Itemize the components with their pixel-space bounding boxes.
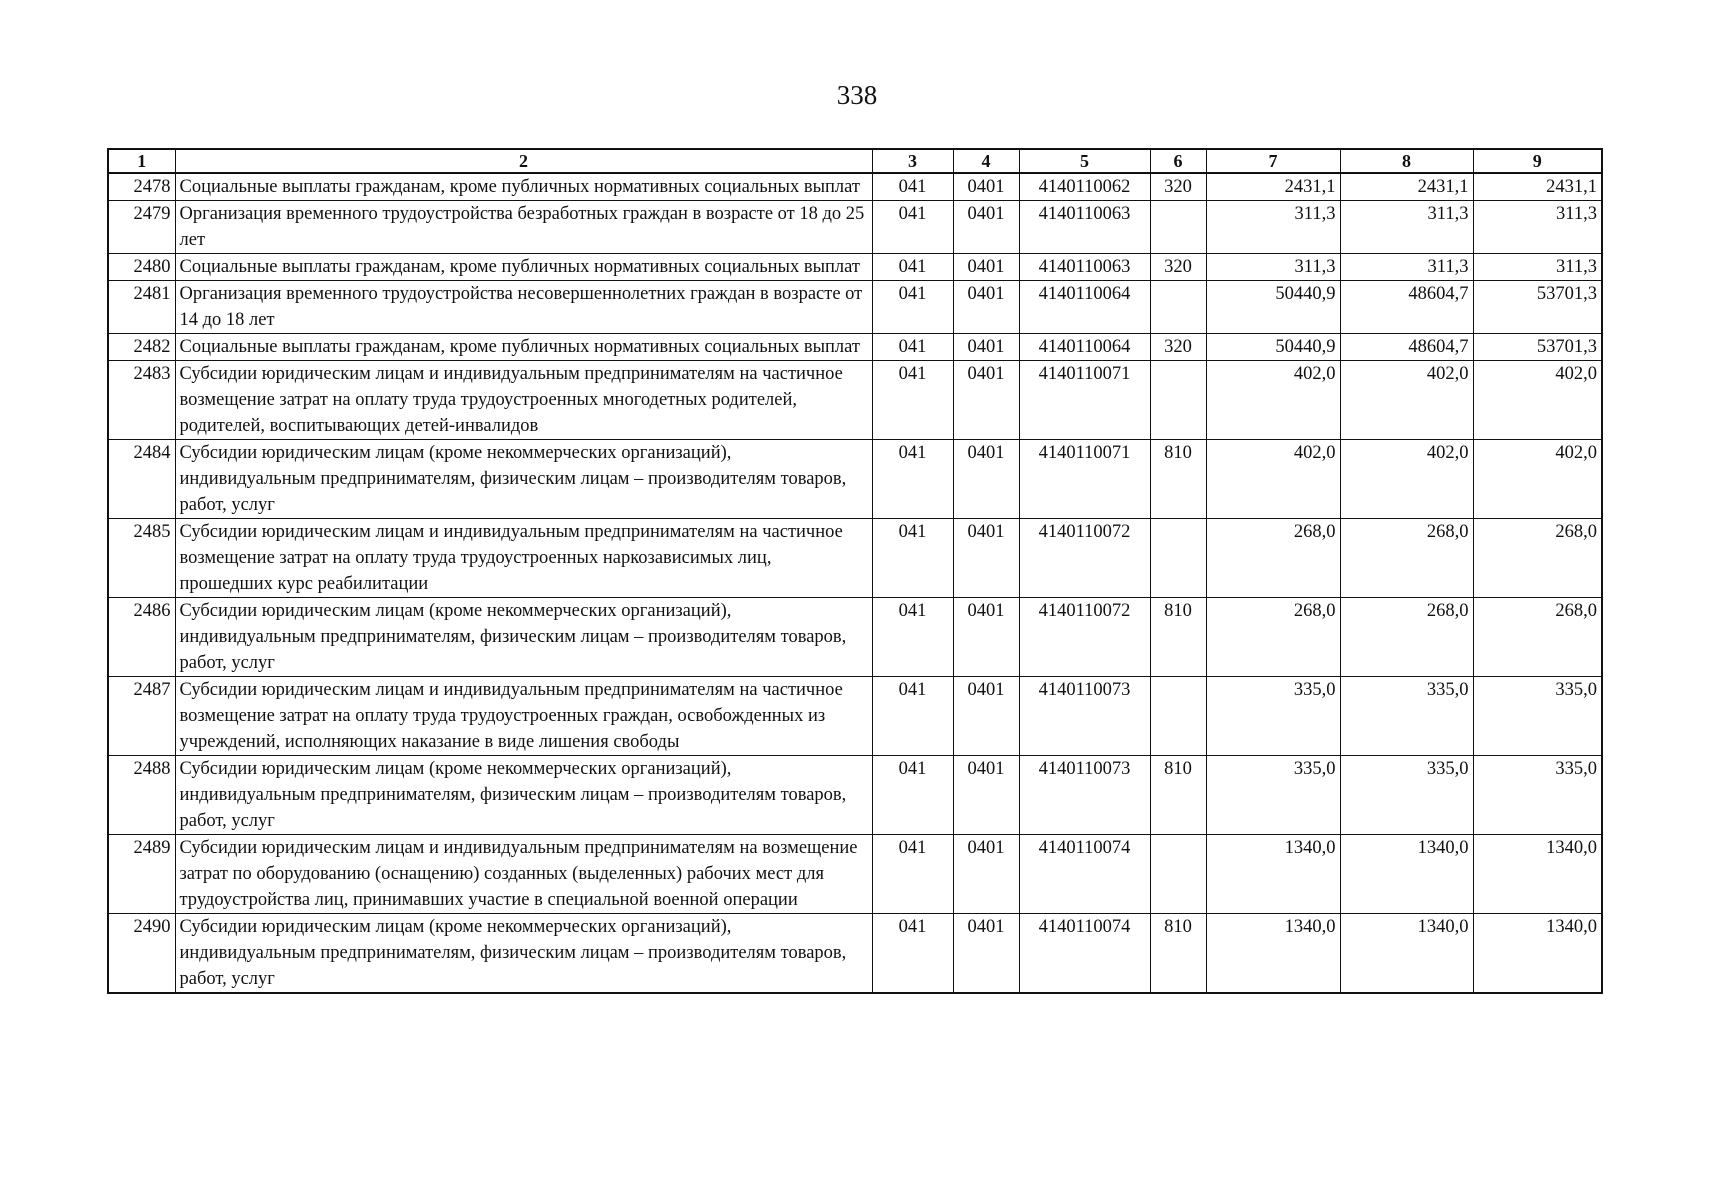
column-header: 8 xyxy=(1340,149,1473,173)
expense-type-code: 810 xyxy=(1150,756,1206,835)
column-header: 6 xyxy=(1150,149,1206,173)
amount-col-8: 48604,7 xyxy=(1340,334,1473,361)
column-header: 7 xyxy=(1206,149,1340,173)
amount-col-8: 402,0 xyxy=(1340,361,1473,440)
section-code: 0401 xyxy=(953,914,1019,994)
column-header: 1 xyxy=(108,149,175,173)
amount-col-7: 1340,0 xyxy=(1206,835,1340,914)
amount-col-9: 402,0 xyxy=(1473,440,1602,519)
ministry-code: 041 xyxy=(872,361,953,440)
row-number: 2485 xyxy=(108,519,175,598)
section-code: 0401 xyxy=(953,677,1019,756)
table-row xyxy=(108,201,1602,254)
row-number: 2487 xyxy=(108,677,175,756)
table-row xyxy=(108,254,1602,281)
expense-type-code: 320 xyxy=(1150,334,1206,361)
ministry-code: 041 xyxy=(872,334,953,361)
table-row xyxy=(108,334,1602,361)
amount-col-7: 268,0 xyxy=(1206,598,1340,677)
column-header: 4 xyxy=(953,149,1019,173)
amount-col-8: 311,3 xyxy=(1340,254,1473,281)
item-name: Субсидии юридическим лицам и индивидуальным предпринимателям на возмещение затрат по оборудованию (оснащению) созданных (выделенных) рабочих мест для трудоустройства лиц, принимавших участие в специальной военной операции xyxy=(175,835,872,914)
amount-col-8: 268,0 xyxy=(1340,598,1473,677)
ministry-code: 041 xyxy=(872,835,953,914)
amount-col-9: 311,3 xyxy=(1473,201,1602,254)
section-code: 0401 xyxy=(953,254,1019,281)
ministry-code: 041 xyxy=(872,201,953,254)
amount-col-9: 1340,0 xyxy=(1473,835,1602,914)
target-article-code: 4140110064 xyxy=(1019,281,1150,334)
section-code: 0401 xyxy=(953,440,1019,519)
expense-type-code xyxy=(1150,281,1206,334)
row-number: 2478 xyxy=(108,173,175,201)
table-row xyxy=(108,361,1602,440)
amount-col-7: 2431,1 xyxy=(1206,173,1340,201)
item-name: Организация временного трудоустройства несовершеннолетних граждан в возрасте от 14 до 18 лет xyxy=(175,281,872,334)
target-article-code: 4140110071 xyxy=(1019,440,1150,519)
table-row xyxy=(108,756,1602,835)
table-header-row xyxy=(108,149,1602,173)
section-code: 0401 xyxy=(953,281,1019,334)
table-row xyxy=(108,281,1602,334)
target-article-code: 4140110072 xyxy=(1019,519,1150,598)
amount-col-8: 1340,0 xyxy=(1340,914,1473,994)
column-header: 9 xyxy=(1473,149,1602,173)
ministry-code: 041 xyxy=(872,173,953,201)
column-header: 3 xyxy=(872,149,953,173)
row-number: 2490 xyxy=(108,914,175,994)
item-name: Субсидии юридическим лицам (кроме некоммерческих организаций), индивидуальным предпринимателям, физическим лицам – производителям товаров, работ, услуг xyxy=(175,756,872,835)
ministry-code: 041 xyxy=(872,598,953,677)
ministry-code: 041 xyxy=(872,254,953,281)
amount-col-7: 335,0 xyxy=(1206,756,1340,835)
target-article-code: 4140110064 xyxy=(1019,334,1150,361)
item-name: Социальные выплаты гражданам, кроме публичных нормативных социальных выплат xyxy=(175,334,872,361)
section-code: 0401 xyxy=(953,201,1019,254)
amount-col-8: 1340,0 xyxy=(1340,835,1473,914)
amount-col-9: 2431,1 xyxy=(1473,173,1602,201)
page-number: 338 xyxy=(836,80,878,110)
amount-col-8: 335,0 xyxy=(1340,756,1473,835)
budget-table xyxy=(107,148,1603,994)
amount-col-9: 53701,3 xyxy=(1473,281,1602,334)
item-name: Субсидии юридическим лицам и индивидуальным предпринимателям на частичное возмещение затрат на оплату труда трудоустроенных многодетных родителей, родителей, воспитывающих детей-инвалидов xyxy=(175,361,872,440)
section-code: 0401 xyxy=(953,173,1019,201)
expense-type-code: 810 xyxy=(1150,914,1206,994)
section-code: 0401 xyxy=(953,334,1019,361)
table-row xyxy=(108,677,1602,756)
amount-col-9: 268,0 xyxy=(1473,519,1602,598)
amount-col-9: 311,3 xyxy=(1473,254,1602,281)
row-number: 2481 xyxy=(108,281,175,334)
expense-type-code xyxy=(1150,201,1206,254)
section-code: 0401 xyxy=(953,756,1019,835)
ministry-code: 041 xyxy=(872,756,953,835)
amount-col-7: 311,3 xyxy=(1206,201,1340,254)
expense-type-code xyxy=(1150,519,1206,598)
expense-type-code xyxy=(1150,835,1206,914)
section-code: 0401 xyxy=(953,519,1019,598)
row-number: 2479 xyxy=(108,201,175,254)
item-name: Социальные выплаты гражданам, кроме публичных нормативных социальных выплат xyxy=(175,254,872,281)
expense-type-code xyxy=(1150,361,1206,440)
amount-col-7: 268,0 xyxy=(1206,519,1340,598)
item-name: Субсидии юридическим лицам и индивидуальным предпринимателям на частичное возмещение затрат на оплату труда трудоустроенных наркозависимых лиц, прошедших курс реабилитации xyxy=(175,519,872,598)
ministry-code: 041 xyxy=(872,281,953,334)
amount-col-7: 311,3 xyxy=(1206,254,1340,281)
amount-col-8: 2431,1 xyxy=(1340,173,1473,201)
amount-col-9: 53701,3 xyxy=(1473,334,1602,361)
target-article-code: 4140110062 xyxy=(1019,173,1150,201)
item-name: Субсидии юридическим лицам (кроме некоммерческих организаций), индивидуальным предпринимателям, физическим лицам – производителям товаров, работ, услуг xyxy=(175,440,872,519)
amount-col-9: 335,0 xyxy=(1473,756,1602,835)
expense-type-code: 320 xyxy=(1150,173,1206,201)
row-number: 2488 xyxy=(108,756,175,835)
amount-col-7: 1340,0 xyxy=(1206,914,1340,994)
section-code: 0401 xyxy=(953,835,1019,914)
expense-type-code xyxy=(1150,677,1206,756)
amount-col-8: 268,0 xyxy=(1340,519,1473,598)
amount-col-8: 335,0 xyxy=(1340,677,1473,756)
amount-col-9: 268,0 xyxy=(1473,598,1602,677)
amount-col-8: 48604,7 xyxy=(1340,281,1473,334)
item-name: Субсидии юридическим лицам и индивидуальным предпринимателям на частичное возмещение затрат на оплату труда трудоустроенных граждан, освобожденных из учреждений, исполняющих наказание в виде лишения свободы xyxy=(175,677,872,756)
column-header: 5 xyxy=(1019,149,1150,173)
amount-col-9: 1340,0 xyxy=(1473,914,1602,994)
target-article-code: 4140110074 xyxy=(1019,914,1150,994)
amount-col-9: 402,0 xyxy=(1473,361,1602,440)
expense-type-code: 320 xyxy=(1150,254,1206,281)
amount-col-7: 402,0 xyxy=(1206,361,1340,440)
amount-col-9: 335,0 xyxy=(1473,677,1602,756)
amount-col-8: 402,0 xyxy=(1340,440,1473,519)
section-code: 0401 xyxy=(953,361,1019,440)
target-article-code: 4140110063 xyxy=(1019,201,1150,254)
row-number: 2482 xyxy=(108,334,175,361)
table-row xyxy=(108,519,1602,598)
target-article-code: 4140110063 xyxy=(1019,254,1150,281)
row-number: 2484 xyxy=(108,440,175,519)
expense-type-code: 810 xyxy=(1150,598,1206,677)
target-article-code: 4140110074 xyxy=(1019,835,1150,914)
table-row xyxy=(108,598,1602,677)
table-row xyxy=(108,440,1602,519)
target-article-code: 4140110073 xyxy=(1019,756,1150,835)
expense-type-code: 810 xyxy=(1150,440,1206,519)
ministry-code: 041 xyxy=(872,440,953,519)
row-number: 2483 xyxy=(108,361,175,440)
row-number: 2489 xyxy=(108,835,175,914)
column-header: 2 xyxy=(175,149,872,173)
section-code: 0401 xyxy=(953,598,1019,677)
ministry-code: 041 xyxy=(872,519,953,598)
table-row xyxy=(108,173,1602,201)
item-name: Субсидии юридическим лицам (кроме некоммерческих организаций), индивидуальным предпринимателям, физическим лицам – производителям товаров, работ, услуг xyxy=(175,598,872,677)
amount-col-7: 50440,9 xyxy=(1206,281,1340,334)
item-name: Субсидии юридическим лицам (кроме некоммерческих организаций), индивидуальным предпринимателям, физическим лицам – производителям товаров, работ, услуг xyxy=(175,914,872,994)
ministry-code: 041 xyxy=(872,914,953,994)
ministry-code: 041 xyxy=(872,677,953,756)
target-article-code: 4140110072 xyxy=(1019,598,1150,677)
target-article-code: 4140110073 xyxy=(1019,677,1150,756)
row-number: 2486 xyxy=(108,598,175,677)
table-row xyxy=(108,835,1602,914)
table-row xyxy=(108,914,1602,994)
amount-col-8: 311,3 xyxy=(1340,201,1473,254)
amount-col-7: 402,0 xyxy=(1206,440,1340,519)
item-name: Организация временного трудоустройства безработных граждан в возрасте от 18 до 25 лет xyxy=(175,201,872,254)
row-number: 2480 xyxy=(108,254,175,281)
amount-col-7: 50440,9 xyxy=(1206,334,1340,361)
item-name: Социальные выплаты гражданам, кроме публичных нормативных социальных выплат xyxy=(175,173,872,201)
target-article-code: 4140110071 xyxy=(1019,361,1150,440)
table-body xyxy=(108,173,1602,993)
amount-col-7: 335,0 xyxy=(1206,677,1340,756)
